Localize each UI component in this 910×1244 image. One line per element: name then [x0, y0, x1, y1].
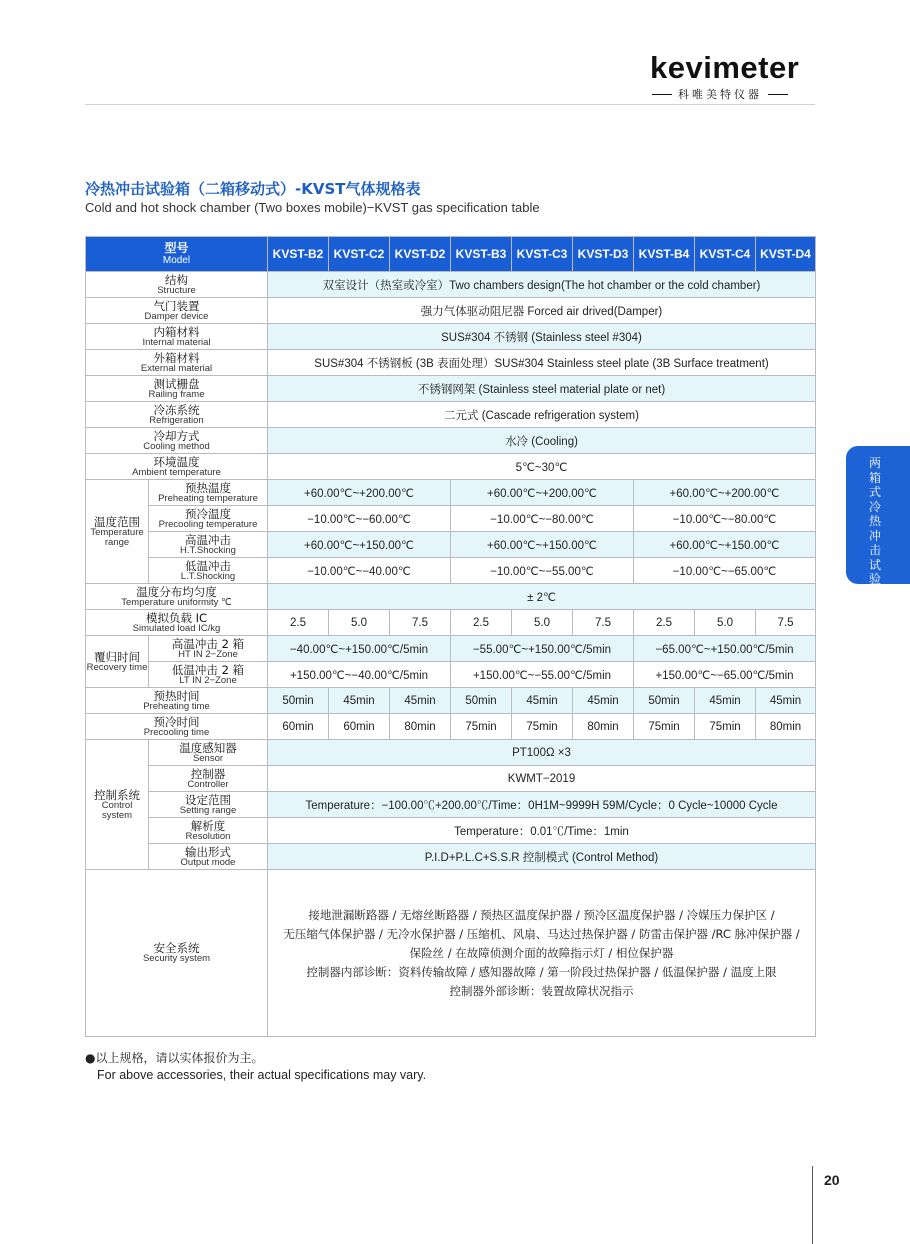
cell-value: 7.5 [756, 610, 816, 636]
header-model-col: KVST-D3 [573, 237, 634, 272]
cell-value: 50min [268, 688, 329, 714]
label-cn: 安全系统 [153, 941, 200, 955]
cell-value: 双室设计（热室或冷室）Two chambers design(The hot chamber or the cold chamber) [268, 272, 816, 298]
security-line: 控制器内部诊断：资料传输故障 / 感知器故障 / 第一阶段过热保护器 / 低温保护器 / 温度上限 [306, 964, 777, 979]
label-en: Simulated load IC/kg [132, 622, 221, 634]
group-label-control [86, 740, 149, 870]
cell-value: 5.0 [329, 610, 390, 636]
label-en: Precooling time [143, 726, 210, 738]
table-row-ambient [86, 454, 816, 480]
cell-value: 45min [329, 688, 390, 714]
cell-value: −55.00℃~+150.00℃/5min [451, 636, 634, 662]
security-line: 接地泄漏断路器 / 无熔丝断路器 / 预热区温度保护器 / 预冷区温度保护器 / 冷媒压力保护区 / [308, 907, 775, 922]
label-en: Resolution [185, 830, 231, 842]
cell-value: 45min [756, 688, 816, 714]
row-label [86, 324, 268, 350]
cell-value: +60.00℃~+150.00℃ [268, 532, 451, 558]
logo-subtitle-text: 科唯美特仪器 [678, 88, 762, 101]
cell-value: 7.5 [390, 610, 451, 636]
page-number: 20 [824, 1172, 840, 1188]
cell-value: −40.00℃~+150.00℃/5min [268, 636, 451, 662]
cell-value: SUS#304 不锈钢板 (3B 表面处理）SUS#304 Stainless steel plate (3B Surface treatment) [268, 350, 816, 376]
table-row-ht-shock [86, 532, 816, 558]
row-label [86, 454, 268, 480]
footnote [85, 1049, 426, 1082]
label-cn: 测试栅盘 [153, 376, 200, 391]
cell-value: 2.5 [634, 610, 695, 636]
cell-value: +60.00℃~+150.00℃ [451, 532, 634, 558]
label-en: Structure [157, 284, 196, 296]
cell-value: 45min [512, 688, 573, 714]
table-row-controller [86, 766, 816, 792]
row-label [86, 402, 268, 428]
sub-label [149, 532, 268, 558]
brand-logo [650, 52, 815, 102]
table-row-setting [86, 792, 816, 818]
row-label [86, 350, 268, 376]
header-divider [85, 104, 815, 105]
sub-label [149, 480, 268, 506]
table-row-external [86, 350, 816, 376]
cell-value: 80min [573, 714, 634, 740]
label-cn: 输出形式 [185, 844, 231, 859]
label-cn: 内箱材料 [153, 324, 200, 339]
label-cn: 预冷温度 [185, 506, 231, 521]
table-row-precool-time [86, 714, 816, 740]
label-en: Control system [101, 799, 133, 821]
row-label [86, 272, 268, 298]
cell-value: −10.00℃~−40.00℃ [268, 558, 451, 584]
table-row-preheat-time [86, 688, 816, 714]
header-model-cn: 型号 [164, 241, 189, 255]
label-cn: 高温冲击 [185, 532, 231, 547]
table-header-row [86, 237, 816, 272]
security-line: 无压缩气体保护器 / 无冷水保护器 / 压缩机、风扇、马达过热保护器 / 防雷击保护器 /RC 脉冲保护器 / [283, 926, 800, 941]
cell-value: 水冷 (Cooling) [268, 428, 816, 454]
label-en: L.T.Shocking [180, 570, 236, 582]
label-cn: 低温冲击 [185, 558, 231, 573]
header-model-col: KVST-C2 [329, 237, 390, 272]
table-row-preheat-temp [86, 480, 816, 506]
table-row-structure [86, 272, 816, 298]
label-en: Precooling temperature [158, 518, 258, 530]
table-row-output [86, 844, 816, 870]
label-cn: 外箱材料 [153, 350, 200, 365]
cell-value: +150.00℃~−55.00℃/5min [451, 662, 634, 688]
label-cn: 控制器 [190, 766, 226, 781]
logo-subtitle [650, 86, 815, 102]
label-cn: 冷冻系统 [153, 402, 200, 417]
cell-value: KWMT−2019 [268, 766, 816, 792]
label-en: Ambient temperature [132, 466, 221, 478]
table-row-internal [86, 324, 816, 350]
row-label [86, 714, 268, 740]
side-section-tab[interactable] [846, 446, 910, 601]
cell-value: SUS#304 不锈钢 (Stainless steel #304) [268, 324, 816, 350]
label-en: Cooling method [143, 440, 210, 452]
cell-value: 75min [512, 714, 573, 740]
security-line: 保险丝 / 在故障侦测介面的故障指示灯 / 相位保护器 [409, 945, 674, 960]
logo-rule-left [652, 94, 672, 95]
label-en: Temperature uniformity ℃ [121, 596, 232, 608]
footnote-en: For above accessories, their actual specifications may vary. [97, 1068, 427, 1082]
row-label [86, 584, 268, 610]
label-en: Railing frame [148, 388, 205, 400]
spec-table [85, 236, 816, 1037]
label-cn: 温度分布均匀度 [136, 584, 217, 599]
side-tab-label: 两箱式冷热冲击试验箱 [868, 456, 881, 601]
security-line: 控制器外部诊断：装置故障状况指示 [449, 983, 634, 998]
label-cn: 预热时间 [153, 688, 200, 703]
page-number-divider [812, 1166, 813, 1244]
group-label-recovery [86, 636, 149, 688]
label-cn: 控制系统 [94, 787, 140, 802]
label-cn: 解析度 [190, 818, 226, 833]
table-row-railing [86, 376, 816, 402]
cell-value: 75min [695, 714, 756, 740]
cell-value: Temperature：0.01℃/Time：1min [268, 818, 816, 844]
cell-value: 5.0 [695, 610, 756, 636]
label-cn: 预冷时间 [153, 714, 200, 729]
label-cn: 结构 [165, 272, 188, 287]
cell-value: +60.00℃~+150.00℃ [634, 532, 816, 558]
sub-label [149, 558, 268, 584]
table-row-sensor [86, 740, 816, 766]
group-label-temp-range [86, 480, 149, 584]
label-en: Controller [187, 778, 229, 790]
security-list [268, 870, 816, 1037]
sub-label [149, 636, 268, 662]
cell-value: 75min [634, 714, 695, 740]
cell-value: 5.0 [512, 610, 573, 636]
row-label [86, 688, 268, 714]
sub-label [149, 662, 268, 688]
logo-wordmark: kevimeter [650, 50, 800, 85]
label-cn: 设定范围 [185, 792, 231, 807]
cell-value: 45min [573, 688, 634, 714]
cell-value: 2.5 [451, 610, 512, 636]
label-en: Temperature range [90, 526, 144, 548]
table-row-load [86, 610, 816, 636]
label-en: Sensor [192, 752, 224, 764]
label-en: Refrigeration [149, 414, 204, 426]
label-cn: 预热温度 [185, 480, 231, 495]
table-row-lt-shock [86, 558, 816, 584]
header-model-en: Model [162, 255, 191, 266]
label-en: LT IN 2−Zone [179, 674, 237, 686]
label-cn: 环境温度 [153, 454, 200, 469]
label-en: HT IN 2−Zone [178, 648, 238, 660]
cell-value: 45min [390, 688, 451, 714]
cell-value: Temperature：−100.00℃+200.00℃/Time：0H1M~9999H 59M/Cycle：0 Cycle~10000 Cycle [268, 792, 816, 818]
cell-value: −65.00℃~+150.00℃/5min [634, 636, 816, 662]
label-cn: 气门装置 [153, 298, 200, 313]
page-title-cn: 冷热冲击试验箱（二箱移动式）-KVST气体规格表 [85, 180, 421, 198]
header-model-col: KVST-C4 [695, 237, 756, 272]
table-row-security [86, 870, 816, 1037]
label-en: Output mode [180, 856, 236, 868]
header-model [86, 237, 268, 272]
header-model-col: KVST-D4 [756, 237, 816, 272]
table-row-precool-temp [86, 506, 816, 532]
label-cn: 温度范围 [94, 514, 140, 529]
table-row-recovery-ht [86, 636, 816, 662]
row-label [86, 610, 268, 636]
cell-value: +60.00℃~+200.00℃ [268, 480, 451, 506]
row-label [86, 428, 268, 454]
label-en: Setting range [179, 804, 237, 816]
header-model-col: KVST-B2 [268, 237, 329, 272]
label-en: Security system [142, 953, 211, 964]
cell-value: P.I.D+P.L.C+S.S.R 控制模式 (Control Method) [268, 844, 816, 870]
table-row-recovery-lt [86, 662, 816, 688]
sub-label [149, 844, 268, 870]
sub-label [149, 506, 268, 532]
cell-value: PT100Ω ×3 [268, 740, 816, 766]
row-label-security [86, 870, 268, 1037]
label-cn: 冷却方式 [153, 428, 200, 443]
label-en: Internal material [142, 336, 211, 348]
cell-value: 80min [756, 714, 816, 740]
cell-value: ± 2℃ [268, 584, 816, 610]
cell-value: 50min [451, 688, 512, 714]
label-en: Preheating time [143, 700, 210, 712]
row-label [86, 376, 268, 402]
cell-value: 80min [390, 714, 451, 740]
page-title-en: Cold and hot shock chamber (Two boxes mobile)−KVST gas specification table [85, 200, 540, 215]
cell-value: −10.00℃~−80.00℃ [451, 506, 634, 532]
table-row-resolution [86, 818, 816, 844]
row-label [86, 298, 268, 324]
cell-value: +150.00℃~−65.00℃/5min [634, 662, 816, 688]
label-cn: 高温冲击 2 箱 [171, 636, 245, 651]
cell-value: 50min [634, 688, 695, 714]
cell-value: 2.5 [268, 610, 329, 636]
table-row-uniformity [86, 584, 816, 610]
cell-value: 60min [329, 714, 390, 740]
sub-label [149, 766, 268, 792]
footnote-cn: ●以上规格，请以实体报价为主。 [85, 1051, 264, 1065]
cell-value: +150.00℃~−40.00℃/5min [268, 662, 451, 688]
table-row-cooling [86, 428, 816, 454]
label-en: Recovery time [86, 661, 148, 673]
cell-value: 7.5 [573, 610, 634, 636]
label-en: External material [140, 362, 213, 374]
cell-value: −10.00℃~−60.00℃ [268, 506, 451, 532]
logo-rule-right [768, 94, 788, 95]
cell-value: +60.00℃~+200.00℃ [634, 480, 816, 506]
table-row-refrigeration [86, 402, 816, 428]
cell-value: 45min [695, 688, 756, 714]
sub-label [149, 792, 268, 818]
cell-value: 不锈钢网架 (Stainless steel material plate or net) [268, 376, 816, 402]
cell-value: 5℃~30℃ [268, 454, 816, 480]
header-model-col: KVST-B3 [451, 237, 512, 272]
table-row-damper [86, 298, 816, 324]
cell-value: 75min [451, 714, 512, 740]
label-cn: 温度感知器 [179, 740, 237, 755]
sub-label [149, 740, 268, 766]
cell-value: 强力气体驱动阻尼器 Forced air drived(Damper) [268, 298, 816, 324]
header-model-col: KVST-B4 [634, 237, 695, 272]
cell-value: +60.00℃~+200.00℃ [451, 480, 634, 506]
header-model-col: KVST-D2 [390, 237, 451, 272]
label-cn: 低温冲击 2 箱 [171, 662, 245, 677]
label-cn: 模拟负载 IC [145, 610, 208, 625]
label-en: H.T.Shocking [180, 544, 236, 556]
cell-value: −10.00℃~−65.00℃ [634, 558, 816, 584]
label-en: Damper device [144, 310, 209, 322]
cell-value: −10.00℃~−80.00℃ [634, 506, 816, 532]
cell-value: 二元式 (Cascade refrigeration system) [268, 402, 816, 428]
cell-value: −10.00℃~−55.00℃ [451, 558, 634, 584]
label-cn: 覆归时间 [94, 649, 140, 664]
sub-label [149, 818, 268, 844]
header-model-col: KVST-C3 [512, 237, 573, 272]
label-en: Preheating temperature [158, 492, 258, 504]
cell-value: 60min [268, 714, 329, 740]
